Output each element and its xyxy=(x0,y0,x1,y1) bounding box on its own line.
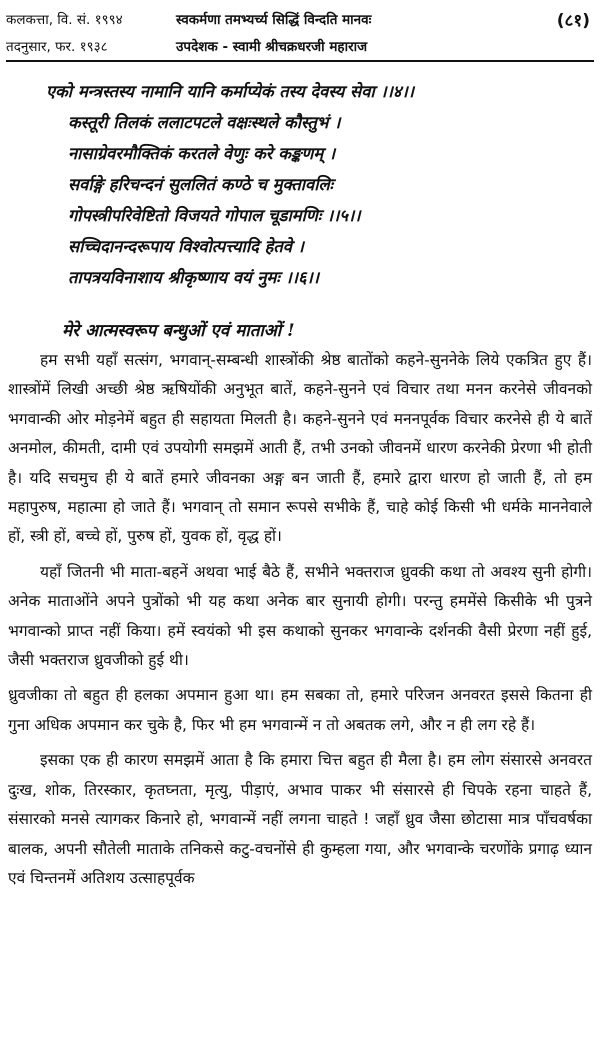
salutation-heading: मेरे आत्मस्वरूप बन्धुओं एवं माताओं ! xyxy=(62,321,295,341)
verse-line: कस्तूरी तिलकं ललाटपटले वक्षःस्थले कौस्तुभं । xyxy=(68,113,341,132)
verse-line: सच्चिदानन्दरूपाय विश्वोत्पत्त्यादि हेतवे । xyxy=(68,237,304,256)
verse-line: नासाग्रेवरमौक्तिकं करतले वेणुः करे कङ्कणम् । xyxy=(68,144,336,163)
page-header xyxy=(6,4,594,62)
verse-line: सर्वाङ्गे हरिचन्दनं सुललितं कण्ठे च मुक्तावलिः xyxy=(68,175,334,194)
verse-line: गोपस्त्रीपरिवेष्टितो विजयते गोपाल चूडामणिः ।।५।। xyxy=(68,206,361,225)
sanskrit-verses xyxy=(0,76,600,293)
verse-line: तापत्रयविनाशाय श्रीकृष्णाय वयं नुमः ।।६।। xyxy=(68,268,320,287)
verse-line: एको मन्त्रस्तस्य नामानि यानि कर्माप्येकं तस्य देवस्य सेवा ।।४।। xyxy=(46,82,414,101)
paragraph: हम सभी यहाँ सत्संग, भगवान्-सम्बन्धी शास्त्रोंकी श्रेष्ठ बातोंको कहने-सुननेके लिये एकत्रित हुए हैं। शास्त्रोंमें लिखी अच्छी श्रेष्ठ ऋषियोंकी अनुभूत बातें, कहने-सुनने एवं विचार तथा मनन करनेसे जीवनको भगवान्की ओर मोड़नेमें बहुत ही सहायता मिलती है। कहने-सुनने एवं मननपूर्वक विचार करनेसे ही ये बातें अनमोल, कीमती, दामी एवं उपयोगी समझमें आती हैं, तभी उनको जीवनमें धारण करनेकी प्रेरणा भी होती है। यदि सचमुच ही ये बातें हमारे जीवनका अङ्ग बन जाती हैं, हमारे द्वारा धारण हो जाती हैं, तो हम महापुरुष, महात्मा हो जाते हैं। भगवान् तो समान रूपसे सभीके हैं, चाहे कोई किसी भी धर्मके माननेवाले हों, स्त्री हों, बच्चे हों, पुरुष हों, युवक हों, वृद्ध हों। xyxy=(8,351,592,546)
paragraph: इसका एक ही कारण समझमें आता है कि हमारा चित्त बहुत ही मैला है। हम लोग संसारसे अनवरत दुःख, शोक, तिरस्कार, कृतघ्नता, मृत्यु, पीड़ाएं, अभाव पाकर भी संसारसे ही चिपके रहना चाहते हैं, संसारको मनसे त्यागकर किनारे हो, भगवान्में नहीं लगना चाहते ! जहाँ ध्रुव जैसा छोटासा मात्र पाँचवर्षका बालक, अपनी सौतेली माताके तनिकसे कटु-वचनोंसे ही कुम्हला गया, और भगवान्के चरणोंके प्रगाढ़ ध्यान एवं चिन्तनमें अतिशय उत्साहपूर्वक xyxy=(8,751,592,887)
header-motto: स्वकर्मणा तमभ्यर्च्य सिद्धिं विन्दति मानवः xyxy=(176,12,372,28)
header-corresponding-date: तदनुसार, फर. १९३८ xyxy=(6,39,108,55)
page-number: (८१) xyxy=(556,11,590,31)
header-location-date: कलकत्ता, वि. सं. १९९४ xyxy=(6,12,123,28)
paragraph: यहाँ जितनी भी माता-बहनें अथवा भाई बैठे हैं, सभीने भक्तराज ध्रुवकी कथा तो अवश्य सुनी होगी। अनेक माताओंने अपने पुत्रोंको भी यह कथा अनेक बार सुनायी होगी। परन्तु हममेंसे किसीके भी पुत्रने भगवान्को प्राप्त नहीं किया। हमें स्वयंको भी इस कथाको सुनकर भगवान्के दर्शनकी वैसी प्रेरणा नहीं हुई, जैसी भक्तराज ध्रुवजीको हुई थी। xyxy=(8,562,592,670)
header-speaker: उपदेशक - स्वामी श्रीचक्रधरजी महाराज xyxy=(176,39,368,55)
discourse-body xyxy=(8,316,592,899)
paragraph: ध्रुवजीका तो बहुत ही हलका अपमान हुआ था। हम सबका तो, हमारे परिजन अनवरत इससे कितना ही गुना अधिक अपमान कर चुके है, फिर भी हम भगवान्में न तो अबतक लगे, और न ही लग रहे हैं। xyxy=(8,686,592,734)
